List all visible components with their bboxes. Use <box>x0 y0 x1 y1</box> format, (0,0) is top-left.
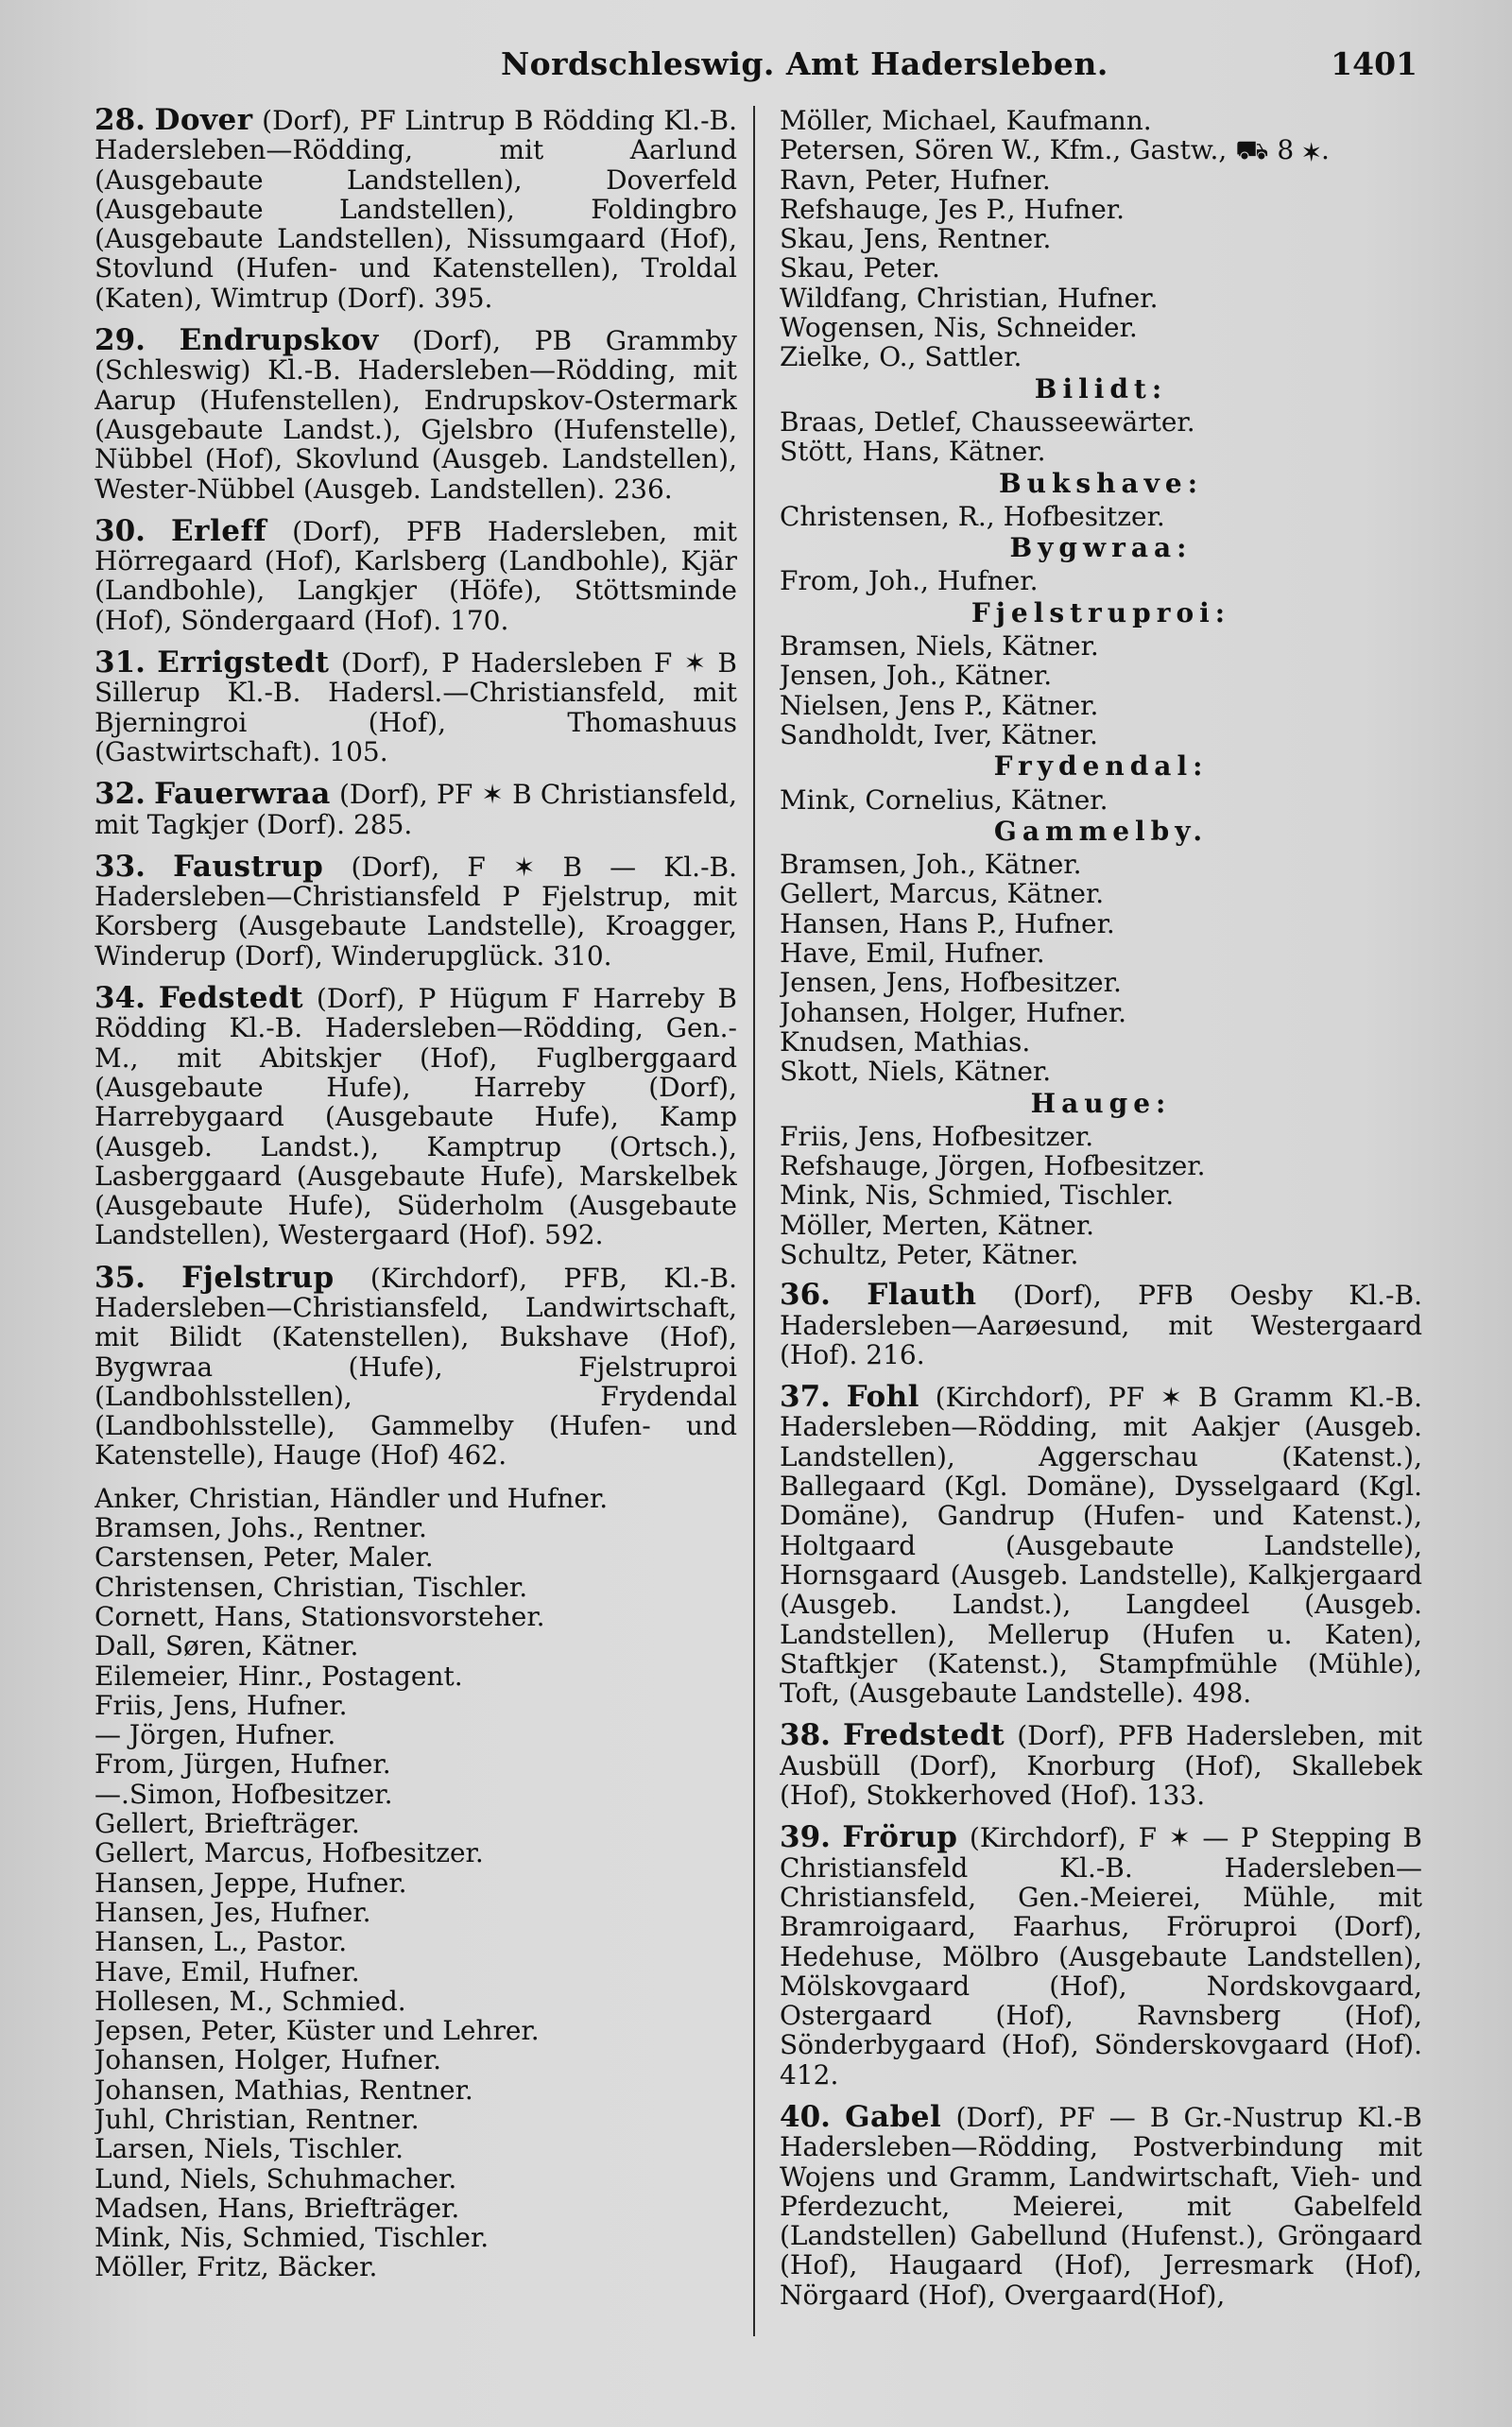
place-name: Errigstedt <box>157 645 330 680</box>
list-item: Petersen, Sören W., Kfm., Gastw., ⛟ 8 ✶. <box>780 134 1330 166</box>
list-item: Sandholdt, Iver, Kätner. <box>780 718 1098 750</box>
list-item: Mink, Cornelius, Kätner. <box>780 783 1108 816</box>
list-item: Hansen, L., Pastor. <box>94 1926 348 1958</box>
list-item: Cornett, Hans, Stationsvorsteher. <box>94 1600 545 1632</box>
page-title: Nordschleswig. Amt Hadersleben. <box>501 45 1108 82</box>
list-item: Larsen, Niels, Tischler. <box>94 2133 404 2165</box>
place-name: Gabel <box>845 2100 942 2134</box>
entry-40: 40. Gabel (Dorf), PF — B Gr.-Nustrup Kl.-B Hadersleben—Rödding, Postverbindung mit Wojens und Gramm, Landwirtschaft, Vieh- und Pferdezucht, Meierei, mit Gabelfeld (Landstellen) Gabellund (Hufenst.), Gröngaard (Hof), Haugaard (Hof), Jerresmark (Hof), Nörgaard (Hof), Overgaard(Hof), <box>780 2100 1422 2311</box>
group-bukshave <box>780 469 1422 532</box>
list-item: Wogensen, Nis, Schneider. <box>780 312 1138 344</box>
list-item: Carstensen, Peter, Maler. <box>94 1541 434 1574</box>
list-item: Refshauge, Jes P., Hufner. <box>780 193 1125 225</box>
page-number: 1401 <box>1331 45 1418 82</box>
list-item: Mink, Nis, Schmied, Tischler. <box>94 2222 490 2254</box>
list-item: Ravn, Peter, Hufner. <box>780 164 1051 196</box>
page-header <box>94 45 1418 93</box>
entry-28: 28. Dover (Dorf), PF Lintrup B Rödding Kl.-B. Hadersleben—Rödding, mit Aarlund (Ausgebaute Landstellen), Doverfeld (Ausgebaute Landstellen), Foldingbro (Ausgebaute Landstellen), Nissumgaard (Hof), Stovlund (Hufen- und Katenstellen), Troldal (Katen), Wimtrup (Dorf). 395. <box>94 106 737 313</box>
list-item: Gellert, Marcus, Hofbesitzer. <box>94 1837 484 1869</box>
entry-39: 39. Frörup (Kirchdorf), F ✶ — P Stepping B Christiansfeld Kl.-B. Hadersleben—Christiansfeld, Gen.-Meierei, Mühle, mit Bramroigaard, Faarhus, Fröruproi (Dorf), Hedehuse, Mölbro (Ausgebaute Landstellen), Mölskovgaard (Hof), Nordskovgaard, Ostergaard (Hof), Ravnsberg (Hof), Sönderbygaard (Hof), Sönderskovgaard (Hof). 412. <box>780 1820 1422 2091</box>
entry-29: 29. Endrupskov (Dorf), PB Grammby (Schleswig) Kl.-B. Hadersleben—Rödding, mit Aarup (Hufenstellen), Endrupskov-Ostermark (Ausgebaute Landst.), Gjelsbro (Hufenstelle), Nübbel (Hof), Skovlund (Ausgeb. Landstellen), Wester-Nübbel (Ausgeb. Landstellen). 236. <box>94 323 737 505</box>
right-column <box>780 106 1422 2336</box>
place-name: Endrupskov <box>179 323 379 358</box>
entry-38: 38. Fredstedt (Dorf), PFB Hadersleben, mit Ausbüll (Dorf), Knorburg (Hof), Skallebek (Hof), Stokkerhoved (Hof). 133. <box>780 1718 1422 1812</box>
list-item: Zielke, O., Sattler. <box>780 341 1022 373</box>
place-name: Fredstedt <box>842 1718 1005 1753</box>
place-name: Flauth <box>867 1278 977 1313</box>
list-item: Bramsen, Johs., Rentner. <box>94 1512 427 1544</box>
list-item: Wildfang, Christian, Hufner. <box>780 282 1159 314</box>
list-item: Christensen, Christian, Tischler. <box>94 1571 528 1603</box>
list-item: Hansen, Jes, Hufner. <box>94 1896 371 1928</box>
left-column <box>94 106 737 2336</box>
list-item: Madsen, Hans, Briefträger. <box>94 2192 460 2224</box>
column-divider <box>753 106 755 2336</box>
group-bilidt <box>780 374 1422 467</box>
list-item: Skott, Niels, Kätner. <box>780 1056 1052 1088</box>
list-item: Anker, Christian, Händler und Hufner. <box>94 1482 609 1514</box>
place-name: Fjelstrup <box>181 1260 335 1295</box>
list-item: Knudsen, Mathias. <box>780 1025 1031 1058</box>
group-heading: Gammelby. <box>993 815 1209 847</box>
list-item: Nielsen, Jens P., Kätner. <box>780 689 1099 721</box>
list-item: Refshauge, Jörgen, Hofbesitzer. <box>780 1150 1206 1182</box>
list-item: Hansen, Jeppe, Hufner. <box>94 1867 407 1899</box>
group-heading: Bygwraa: <box>1009 532 1193 564</box>
list-item: Bramsen, Joh., Kätner. <box>780 849 1082 881</box>
list-item: Friis, Jens, Hofbesitzer. <box>780 1120 1094 1152</box>
group-fjelstruproi <box>780 598 1422 749</box>
entry-35: 35. Fjelstrup (Kirchdorf), PFB, Kl.-B. Hadersleben—Christiansfeld, Landwirtschaft, mit Bilidt (Katenstellen), Bukshave (Hof), Bygwraa (Hufe), Fjelstruproi (Landbohlsstellen), Frydendal (Landbohlsstelle), Gammelby (Hufen- und Katenstelle), Hauge (Hof) 462. <box>94 1260 737 1472</box>
list-item: Have, Emil, Hufner. <box>94 1955 360 1988</box>
list-item: Mink, Nis, Schmied, Tischler. <box>780 1179 1175 1212</box>
entry-33: 33. Faustrup (Dorf), F ✶ B — Kl.-B. Hadersleben—Christiansfeld P Fjelstrup, mit Korsberg (Ausgebaute Landstelle), Kroagger, Winderup (Dorf), Winderupglück. 310. <box>94 849 737 972</box>
place-name: Fohl <box>846 1380 919 1415</box>
entry-37: 37. Fohl (Kirchdorf), PF ✶ B Gramm Kl.-B. Hadersleben—Rödding, mit Aakjer (Ausgeb. Landstellen), Aggerschau (Katenst.), Ballegaard (Kgl. Domäne), Dysselgaard (Kgl. Domäne), Gandrup (Hufen- und Katenst.), Holtgaard (Ausgebaute Landstelle), Hornsgaard (Ausgeb. Landstelle), Kalkjergaard (Ausgeb. Landst.), Langdeel (Ausgeb. Landstellen), Mellerup (Hufen u. Katen), Staftkjer (Katenst.), Stampfmühle (Mühle), Toft, (Ausgebaute Landstelle). 498. <box>780 1380 1422 1710</box>
list-item: Eilemeier, Hinr., Postagent. <box>94 1660 463 1692</box>
place-name: Erleff <box>170 513 267 548</box>
list-item: Möller, Michael, Kaufmann. <box>780 106 1152 136</box>
list-item: From, Joh., Hufner. <box>780 565 1039 597</box>
group-heading: Hauge: <box>1030 1087 1172 1119</box>
list-item: —.Simon, Hofbesitzer. <box>94 1778 393 1810</box>
entry-31: 31. Errigstedt (Dorf), P Hadersleben F ✶ B Sillerup Kl.-B. Hadersl.—Christiansfeld, mit Bjerningroi (Hof), Thomashuus (Gastwirtschaft). 105. <box>94 645 737 767</box>
list-item: Hansen, Hans P., Hufner. <box>780 907 1115 939</box>
entry-34: 34. Fedstedt (Dorf), P Hügum F Harreby B Rödding Kl.-B. Hadersleben—Rödding, Gen.-M., mit Abitskjer (Hof), Fuglberggaard (Ausgebaute Hufe), Harreby (Dorf), Harrebygaard (Ausgebaute Hufe), Kamp (Ausgeb. Landst.), Kamptrup (Ortsch.), Lasberggaard (Ausgebaute Hufe), Marskelbek (Ausgebaute Hufe), Süderholm (Ausgebaute Landstellen), Westergaard (Hof). 592. <box>94 981 737 1251</box>
list-item: Jepsen, Peter, Küster und Lehrer. <box>94 2015 540 2047</box>
list-item: Juhl, Christian, Rentner. <box>94 2104 420 2135</box>
group-heading: Fjelstruproi: <box>971 596 1231 628</box>
list-item: Bramsen, Niels, Kätner. <box>780 630 1099 663</box>
list-item: Gellert, Marcus, Kätner. <box>780 878 1105 910</box>
group-heading: Frydendal: <box>993 750 1209 783</box>
group-frydendal <box>780 751 1422 815</box>
list-item: Möller, Fritz, Bäcker. <box>94 2251 378 2283</box>
entry-30: 30. Erleff (Dorf), PFB Hadersleben, mit Hörregaard (Hof), Karlsberg (Landbohle), Kjär (Landbohle), Langkjer (Höfe), Stöttsminde (Hof), Söndergaard (Hof). 170. <box>94 513 737 636</box>
list-item: Johansen, Holger, Hufner. <box>780 996 1127 1028</box>
list-item: — Jörgen, Hufner. <box>94 1719 336 1751</box>
list-item: Schultz, Peter, Kätner. <box>780 1238 1079 1270</box>
place-name: Dover <box>154 106 253 137</box>
group-heading: Bilidt: <box>1034 372 1168 404</box>
list-item: Lund, Niels, Schuhmacher. <box>94 2162 457 2195</box>
list-item: Skau, Peter. <box>780 252 940 284</box>
list-item: Have, Emil, Hufner. <box>780 938 1045 970</box>
list-item: Friis, Jens, Hufner. <box>94 1689 348 1721</box>
group-hauge <box>780 1089 1422 1270</box>
place-name: Fauerwraa <box>154 777 331 812</box>
list-item: Jensen, Joh., Kätner. <box>780 660 1053 692</box>
place-name: Faustrup <box>173 849 324 884</box>
entry-32: 32. Fauerwraa (Dorf), PF ✶ B Christiansfeld, mit Tagkjer (Dorf). 285. <box>94 777 737 840</box>
place-name: Frörup <box>842 1820 958 1855</box>
list-item: Hollesen, M., Schmied. <box>94 1985 406 2017</box>
entry-36: 36. Flauth (Dorf), PFB Oesby Kl.-B. Hadersleben—Aarøesund, mit Westergaard (Hof). 216. <box>780 1278 1422 1370</box>
list-item: Braas, Detlef, Chausseewärter. <box>780 405 1195 438</box>
list-item: Jensen, Jens, Hofbesitzer. <box>780 967 1122 999</box>
list-item: Möller, Merten, Kätner. <box>780 1209 1095 1241</box>
list-item: Stött, Hans, Kätner. <box>780 436 1046 468</box>
list-item: Dall, Søren, Kätner. <box>94 1630 359 1662</box>
resident-list <box>94 1484 737 2282</box>
list-item: From, Jürgen, Hufner. <box>94 1748 391 1781</box>
list-item: Johansen, Holger, Hufner. <box>94 2044 442 2076</box>
list-item: Christensen, R., Hofbesitzer. <box>780 500 1165 532</box>
list-item: Skau, Jens, Rentner. <box>780 223 1052 255</box>
list-item: Gellert, Briefträger. <box>94 1808 360 1840</box>
group-heading: Bukshave: <box>998 467 1204 499</box>
group-gammelby <box>780 817 1422 1087</box>
list-item: Johansen, Mathias, Rentner. <box>94 2074 473 2106</box>
resident-list <box>780 106 1422 372</box>
place-name: Fedstedt <box>158 981 304 1016</box>
group-bygwraa <box>780 533 1422 596</box>
